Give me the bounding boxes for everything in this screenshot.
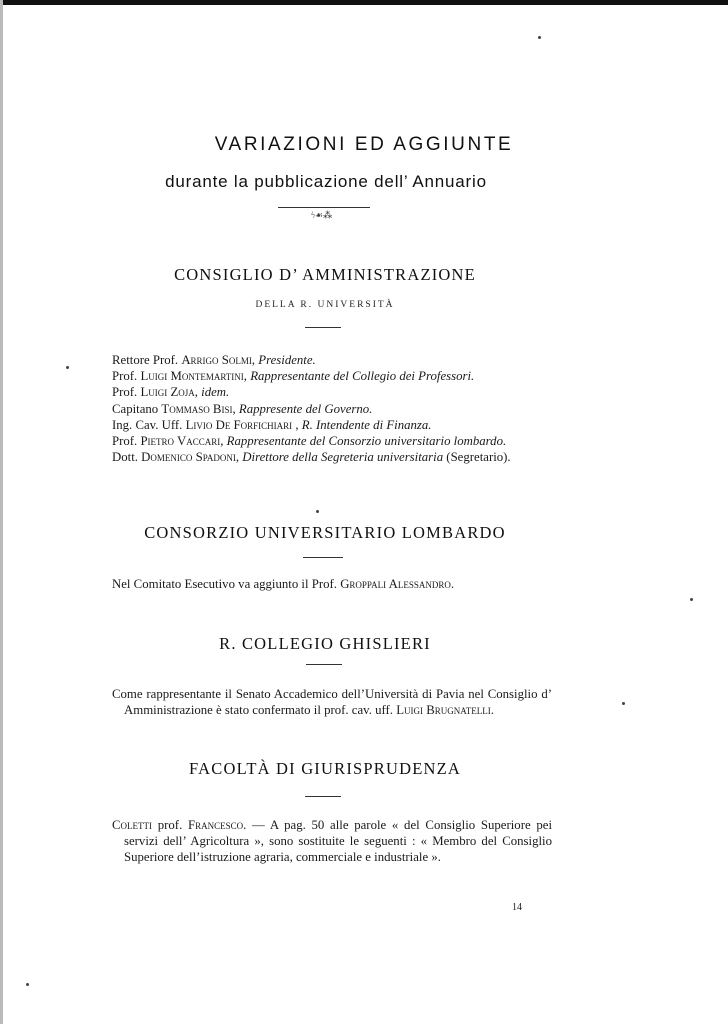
paragraph-text: . (490, 703, 494, 718)
entry-role: Rappresentante del Consorzio universitario lombardo. (226, 434, 507, 449)
entry-role: R. Intendente di Finanza. (301, 417, 432, 432)
title-rule (278, 207, 370, 208)
list-item (112, 352, 552, 368)
collegio-paragraph (112, 686, 552, 718)
entry-prefix: Rettore Prof. (112, 353, 182, 367)
entry-separator: , (194, 385, 202, 400)
scan-speck (316, 510, 319, 513)
scan-speck (622, 702, 625, 705)
entry-name: Pietro Vaccari (140, 434, 221, 449)
entry-role: Rappresente del Governo. (238, 401, 373, 416)
scan-speck (538, 36, 541, 39)
consiglio-members-list (112, 352, 552, 465)
rule-consorzio (303, 557, 343, 558)
list-item (112, 433, 552, 449)
entry-prefix: Ing. Cav. Uff. (112, 417, 186, 432)
list-item (112, 449, 552, 465)
ornament-icon: ϟ☙⁂ (311, 210, 333, 220)
entry-separator: , (232, 401, 239, 416)
paragraph-text: . (450, 577, 455, 591)
page-top-edge (0, 0, 728, 5)
rule-collegio (306, 664, 342, 665)
entry-prefix: Prof. (112, 385, 141, 400)
entry-prefix: Prof. (112, 369, 141, 384)
entry-separator: , (243, 369, 251, 384)
subhead-consiglio: DELLA R. UNIVERSITÀ (255, 300, 395, 310)
rule-consiglio (305, 327, 341, 328)
entry-prefix: Prof. (112, 434, 141, 449)
list-item (112, 368, 552, 384)
heading-facolta: FACOLTÀ DI GIURISPRUDENZA (188, 759, 461, 778)
entry-role: Direttore della Segreteria universitaria (242, 450, 444, 465)
entry-name: Livio De Forfichiari (185, 417, 293, 432)
person-name: Francesco (188, 818, 244, 832)
entry-name: Arrigo Solmi (181, 353, 252, 367)
paragraph-text: Nel Comitato Esecutivo va aggiunto il Prof. (112, 577, 341, 591)
entry-name: Luigi Zoja (140, 385, 195, 400)
entry-name: Luigi Montemartini (140, 369, 244, 384)
list-item (112, 417, 552, 433)
entry-name: Tommaso Bisi (161, 401, 233, 416)
paragraph-text: prof. (152, 818, 188, 832)
heading-consorzio: CONSORZIO UNIVERSITARIO LOMBARDO (144, 523, 506, 542)
page-number: 14 (512, 902, 522, 913)
entry-separator: , (292, 417, 302, 432)
page-title: VARIAZIONI ED AGGIUNTE (214, 134, 514, 155)
person-name: Luigi Brugnatelli (396, 703, 491, 718)
paragraph-text: . — A pag. 50 alle parole « del Consiglio Superiore pei servizi dell’ Agricoltura », sono sostituite le seguenti : « Membro del Consiglio Superiore dell’istruzione agraria, commerciale e industriale ». (124, 818, 553, 865)
entry-separator: , (251, 353, 259, 367)
consorzio-paragraph (112, 576, 552, 592)
entry-prefix: Dott. (112, 450, 142, 465)
heading-consiglio: CONSIGLIO D’ AMMINISTRAZIONE (174, 265, 476, 284)
entry-suffix: (Segretario). (443, 450, 511, 465)
entry-separator: , (220, 434, 227, 449)
heading-collegio: R. COLLEGIO GHISLIERI (219, 634, 431, 653)
entry-role: Rappresentante del Collegio dei Professori. (250, 369, 475, 384)
list-item (112, 401, 552, 417)
person-name: Groppali Alessandro (340, 577, 451, 591)
paragraph-text: Come rappresentante il Senato Accademico dell’Università di Pavia nel Consiglio d’ Amministrazione è stato confermato il prof. cav. uff. (112, 687, 552, 718)
list-item (112, 384, 552, 400)
entry-role: idem. (201, 385, 230, 400)
facolta-paragraph (112, 817, 552, 866)
entry-role: Presidente. (258, 353, 316, 367)
entry-separator: , (235, 450, 243, 465)
person-name: Coletti (112, 818, 153, 832)
rule-facolta (305, 796, 341, 797)
page-subtitle: durante la pubblicazione dell’ Annuario (165, 172, 487, 191)
scan-speck (26, 983, 29, 986)
entry-name: Domenico Spadoni (141, 450, 236, 465)
entry-prefix: Capitano (112, 401, 162, 416)
scan-speck (690, 598, 693, 601)
scan-speck (66, 366, 69, 369)
